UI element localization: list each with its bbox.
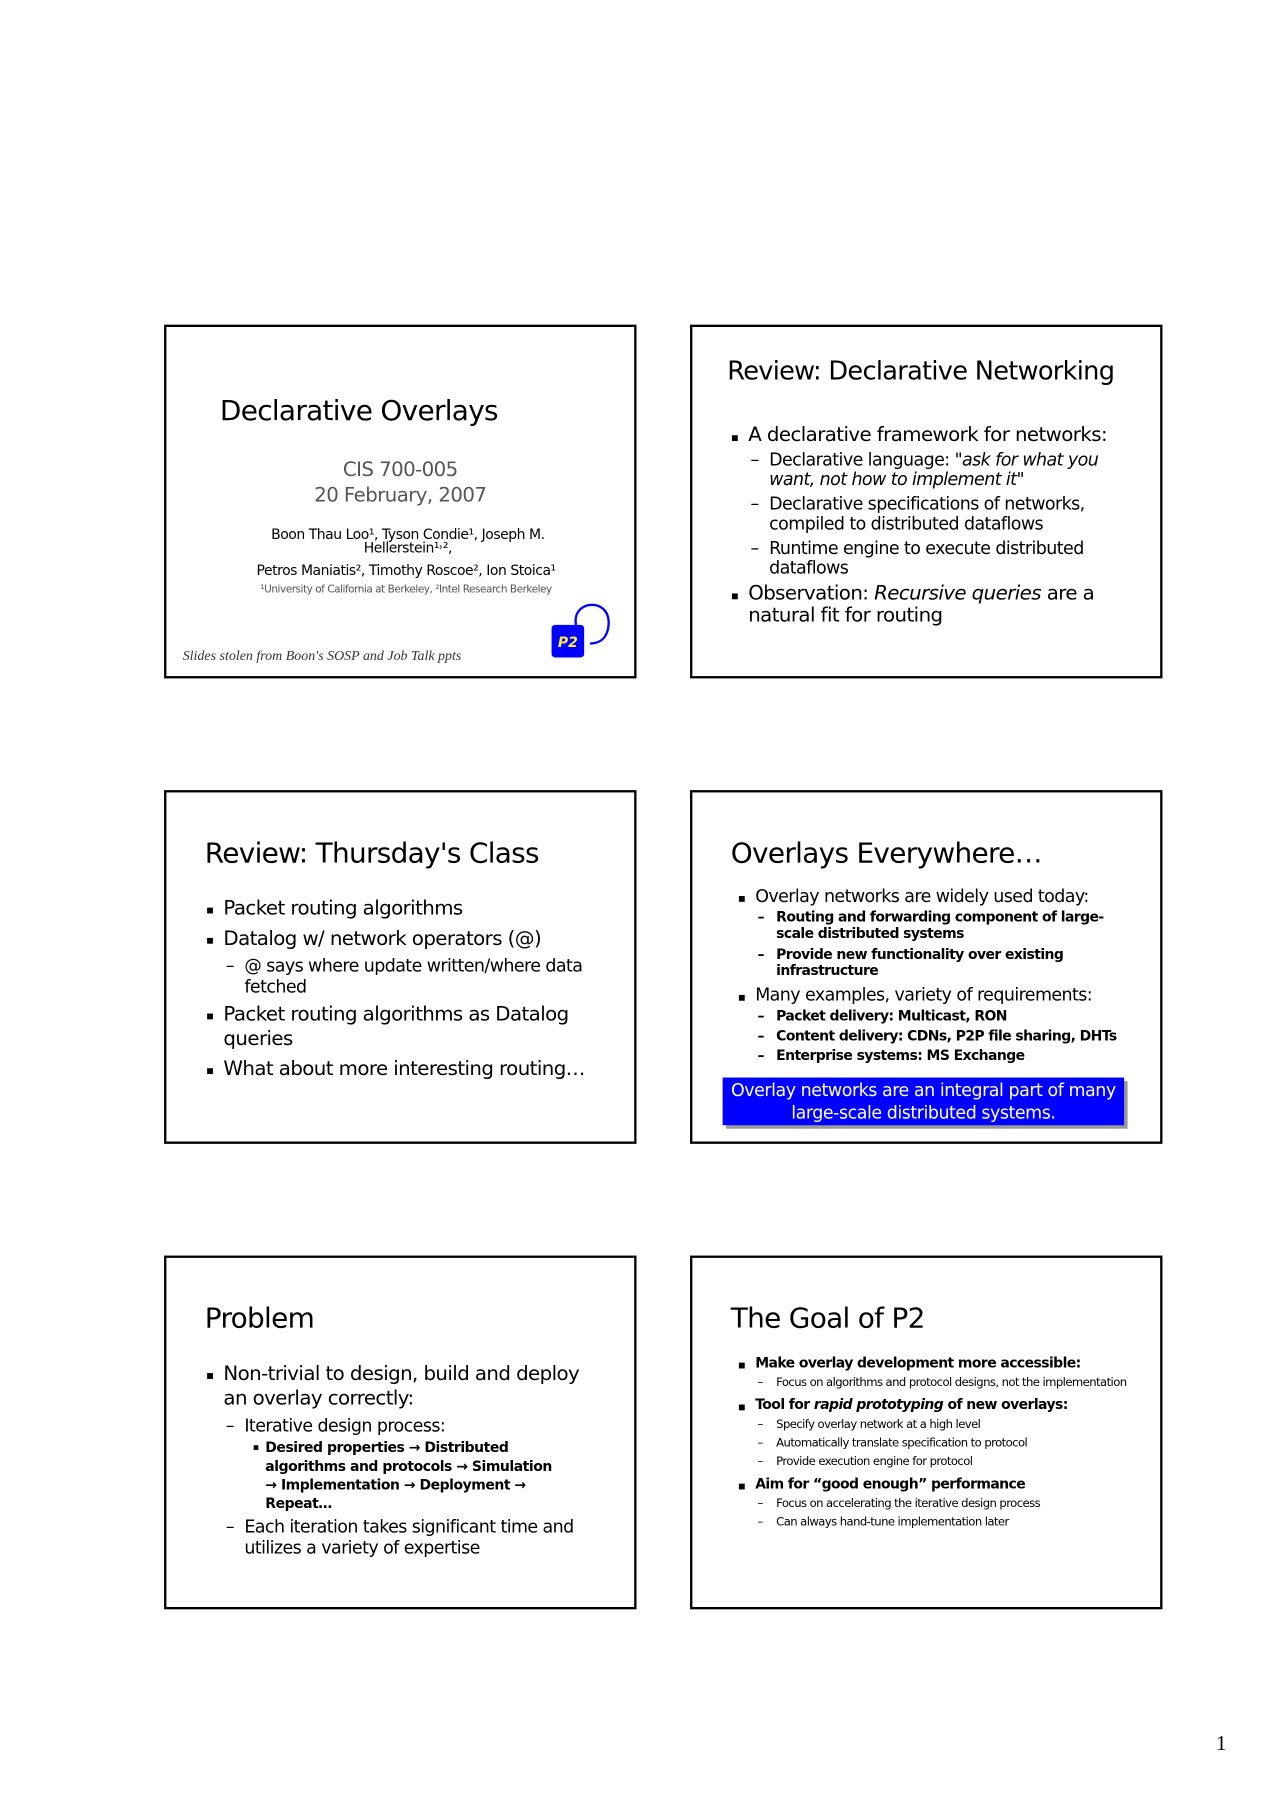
authors-line-2: Petros Maniatis², Timothy Roscoe², Ion Stoica¹	[256, 562, 556, 579]
bullet: Overlay networks are widely used today:	[737, 887, 1133, 907]
sub-bullet: – Focus on accelerating the iterative design process	[737, 1496, 1133, 1511]
slide-title-text: Overlays Everywhere…	[730, 836, 1042, 870]
bullet: Packet routing algorithms as Datalog queries	[205, 1003, 589, 1052]
sub-bullet: – Provide execution engine for protocol	[737, 1455, 1133, 1470]
slide-footer-note: Slides stolen from Boon's SOSP and Job Talk ppts	[182, 646, 462, 664]
p2-logo-icon	[548, 599, 613, 664]
sub-bullet: – Declarative specifications of networks, compiled to distributed dataflows	[730, 495, 1149, 535]
bullet: Non-trivial to design, build and deploy an overlay correctly:	[205, 1363, 589, 1412]
bullet: Datalog w/ network operators (@)	[205, 927, 589, 951]
bullet: Aim for “good enough” performance	[737, 1475, 1133, 1492]
sub-bullet: – Enterprise systems: MS Exchange	[737, 1047, 1133, 1063]
affiliations: ¹University of California at Berkeley, ²Intel Research Berkeley	[260, 584, 552, 596]
slide-title	[164, 325, 636, 679]
slide-problem	[164, 1256, 636, 1610]
bullet: A declarative framework for networks:	[730, 425, 1149, 447]
sub-bullet: – Content delivery: CDNs, P2P file sharing, DHTs	[737, 1027, 1133, 1043]
sub-bullet: – Packet delivery: Multicast, RON	[737, 1008, 1133, 1024]
slide-title-text: Declarative Overlays	[219, 394, 498, 428]
sub-bullet: – Routing and forwarding component of large-scale distributed systems	[737, 909, 1133, 942]
slide-overlays-everywhere	[690, 790, 1162, 1144]
authors-line-1: Boon Thau Loo¹, Tyson Condie¹, Joseph M. Hellerstein¹˒²,	[271, 525, 545, 557]
callout-box: Overlay networks are an integral part of many large-scale distributed systems.	[723, 1078, 1124, 1126]
sub-bullet: – Focus on algorithms and protocol designs, not the implementation	[737, 1375, 1133, 1390]
sub-bullet: – Each iteration takes significant time and utilizes a variety of expertise	[205, 1516, 589, 1558]
bullet: Tool for rapid prototyping of new overlays:	[737, 1396, 1133, 1413]
slide-title-text: Review: Declarative Networking	[727, 357, 1115, 387]
slide-title-text: Review: Thursday's Class	[204, 836, 539, 870]
sub-sub-bullet: Desired properties → Distributed algorithms and protocols → Simulation → Implementation → Deployment → Repeat…	[205, 1438, 589, 1512]
sub-bullet: – @ says where update written/where data fetched	[205, 955, 589, 997]
sub-bullet: – Iterative design process:	[205, 1415, 589, 1436]
sub-bullet: – Can always hand-tune implementation later	[737, 1515, 1133, 1530]
course-code: CIS 700-005	[342, 458, 458, 482]
slide-review-declarative-networking	[690, 325, 1162, 679]
sub-bullet: – Provide new functionality over existing infrastructure	[737, 946, 1133, 979]
bullet: Observation: Recursive queries are a natural fit for routing	[730, 583, 1149, 627]
bullet: Many examples, variety of requirements:	[737, 986, 1133, 1006]
bullet: Packet routing algorithms	[205, 897, 589, 921]
slide-review-thursday	[164, 790, 636, 1144]
sub-bullet: – Runtime engine to execute distributed dataflows	[730, 539, 1149, 579]
sub-bullet: – Declarative language: "ask for what you want, not how to implement it"	[730, 450, 1149, 490]
slide-title-text: Problem	[204, 1302, 315, 1335]
lecture-date: 20 February, 2007	[314, 484, 487, 508]
page-number: 1	[1216, 1731, 1227, 1755]
bullet: What about more interesting routing…	[205, 1058, 589, 1082]
sub-bullet: – Automatically translate specification to protocol	[737, 1436, 1133, 1451]
bullet: Make overlay development more accessible:	[737, 1354, 1133, 1371]
sub-bullet: – Specify overlay network at a high level	[737, 1417, 1133, 1432]
svg-text:P2: P2	[557, 634, 578, 651]
slide-title-text: The Goal of P2	[730, 1302, 925, 1335]
slide-goal-of-p2	[690, 1256, 1162, 1610]
